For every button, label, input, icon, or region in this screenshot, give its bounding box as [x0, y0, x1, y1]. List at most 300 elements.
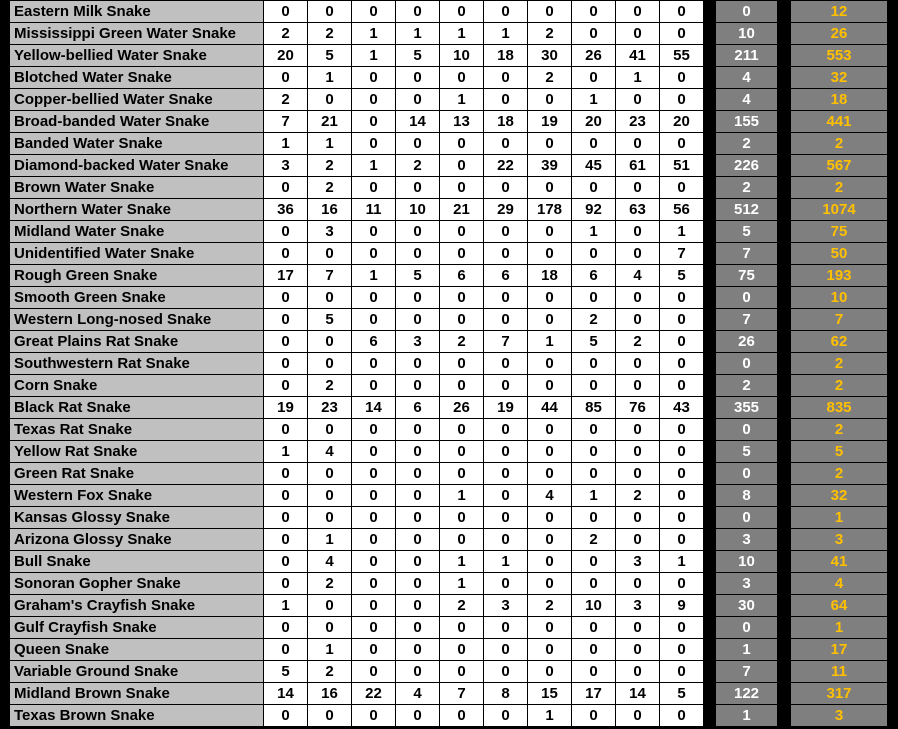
count-cell[interactable]: 26: [572, 45, 615, 66]
count-cell[interactable]: 10: [440, 45, 483, 66]
count-cell[interactable]: 0: [616, 705, 659, 726]
count-cell[interactable]: 0: [308, 287, 351, 308]
row-total-cell[interactable]: 0: [716, 1, 777, 22]
count-cell[interactable]: 0: [352, 1, 395, 22]
count-cell[interactable]: 2: [440, 595, 483, 616]
count-cell[interactable]: 4: [396, 683, 439, 704]
count-cell[interactable]: 0: [616, 441, 659, 462]
count-cell[interactable]: 3: [308, 221, 351, 242]
species-name-cell[interactable]: Copper-bellied Water Snake: [10, 89, 263, 110]
count-cell[interactable]: 0: [264, 221, 307, 242]
count-cell[interactable]: 1: [352, 23, 395, 44]
count-cell[interactable]: 0: [440, 419, 483, 440]
count-cell[interactable]: 0: [440, 617, 483, 638]
count-cell[interactable]: 10: [396, 199, 439, 220]
count-cell[interactable]: 0: [660, 705, 703, 726]
species-name-cell[interactable]: Eastern Milk Snake: [10, 1, 263, 22]
count-cell[interactable]: 0: [660, 375, 703, 396]
count-cell[interactable]: 0: [396, 309, 439, 330]
count-cell[interactable]: 1: [484, 23, 527, 44]
overall-total-cell[interactable]: 2: [791, 463, 887, 484]
count-cell[interactable]: 0: [616, 639, 659, 660]
count-cell[interactable]: 0: [396, 507, 439, 528]
count-cell[interactable]: 0: [264, 243, 307, 264]
count-cell[interactable]: 0: [396, 177, 439, 198]
count-cell[interactable]: 2: [572, 529, 615, 550]
count-cell[interactable]: 2: [308, 661, 351, 682]
count-cell[interactable]: 0: [616, 375, 659, 396]
count-cell[interactable]: 0: [264, 375, 307, 396]
count-cell[interactable]: 0: [616, 23, 659, 44]
row-total-cell[interactable]: 7: [716, 243, 777, 264]
count-cell[interactable]: 0: [528, 617, 571, 638]
count-cell[interactable]: 0: [572, 661, 615, 682]
count-cell[interactable]: 0: [264, 1, 307, 22]
count-cell[interactable]: 0: [616, 287, 659, 308]
count-cell[interactable]: 0: [484, 463, 527, 484]
count-cell[interactable]: 51: [660, 155, 703, 176]
count-cell[interactable]: 0: [440, 177, 483, 198]
count-cell[interactable]: 17: [264, 265, 307, 286]
count-cell[interactable]: 0: [484, 221, 527, 242]
count-cell[interactable]: 14: [264, 683, 307, 704]
count-cell[interactable]: 2: [572, 309, 615, 330]
count-cell[interactable]: 0: [352, 221, 395, 242]
count-cell[interactable]: 0: [264, 573, 307, 594]
row-total-cell[interactable]: 211: [716, 45, 777, 66]
count-cell[interactable]: 45: [572, 155, 615, 176]
count-cell[interactable]: 85: [572, 397, 615, 418]
count-cell[interactable]: 1: [660, 221, 703, 242]
count-cell[interactable]: 16: [308, 683, 351, 704]
count-cell[interactable]: 0: [572, 573, 615, 594]
count-cell[interactable]: 2: [396, 155, 439, 176]
count-cell[interactable]: 0: [572, 287, 615, 308]
overall-total-cell[interactable]: 41: [791, 551, 887, 572]
count-cell[interactable]: 0: [440, 705, 483, 726]
count-cell[interactable]: 0: [264, 551, 307, 572]
count-cell[interactable]: 0: [484, 639, 527, 660]
count-cell[interactable]: 1: [352, 265, 395, 286]
count-cell[interactable]: 0: [572, 353, 615, 374]
count-cell[interactable]: 1: [264, 133, 307, 154]
count-cell[interactable]: 0: [264, 309, 307, 330]
row-total-cell[interactable]: 7: [716, 661, 777, 682]
count-cell[interactable]: 22: [352, 683, 395, 704]
count-cell[interactable]: 0: [572, 617, 615, 638]
count-cell[interactable]: 0: [616, 507, 659, 528]
species-name-cell[interactable]: Texas Brown Snake: [10, 705, 263, 726]
count-cell[interactable]: 1: [440, 551, 483, 572]
count-cell[interactable]: 15: [528, 683, 571, 704]
count-cell[interactable]: 0: [352, 507, 395, 528]
count-cell[interactable]: 18: [484, 45, 527, 66]
count-cell[interactable]: 0: [484, 485, 527, 506]
count-cell[interactable]: 0: [616, 133, 659, 154]
count-cell[interactable]: 41: [616, 45, 659, 66]
count-cell[interactable]: 1: [616, 67, 659, 88]
count-cell[interactable]: 0: [440, 529, 483, 550]
count-cell[interactable]: 0: [308, 331, 351, 352]
count-cell[interactable]: 0: [352, 67, 395, 88]
overall-total-cell[interactable]: 1: [791, 507, 887, 528]
count-cell[interactable]: 5: [660, 265, 703, 286]
count-cell[interactable]: 0: [528, 287, 571, 308]
count-cell[interactable]: 0: [396, 221, 439, 242]
count-cell[interactable]: 0: [616, 419, 659, 440]
count-cell[interactable]: 0: [352, 705, 395, 726]
count-cell[interactable]: 0: [528, 177, 571, 198]
count-cell[interactable]: 0: [484, 441, 527, 462]
species-name-cell[interactable]: Midland Water Snake: [10, 221, 263, 242]
count-cell[interactable]: 5: [308, 45, 351, 66]
species-name-cell[interactable]: Texas Rat Snake: [10, 419, 263, 440]
count-cell[interactable]: 1: [264, 441, 307, 462]
count-cell[interactable]: 2: [264, 89, 307, 110]
count-cell[interactable]: 0: [572, 551, 615, 572]
row-total-cell[interactable]: 512: [716, 199, 777, 220]
count-cell[interactable]: 30: [528, 45, 571, 66]
row-total-cell[interactable]: 155: [716, 111, 777, 132]
count-cell[interactable]: 0: [264, 639, 307, 660]
count-cell[interactable]: 0: [660, 617, 703, 638]
count-cell[interactable]: 0: [616, 89, 659, 110]
species-name-cell[interactable]: Broad-banded Water Snake: [10, 111, 263, 132]
count-cell[interactable]: 0: [572, 639, 615, 660]
count-cell[interactable]: 0: [572, 441, 615, 462]
species-name-cell[interactable]: Yellow-bellied Water Snake: [10, 45, 263, 66]
count-cell[interactable]: 0: [572, 67, 615, 88]
count-cell[interactable]: 0: [352, 485, 395, 506]
count-cell[interactable]: 6: [572, 265, 615, 286]
overall-total-cell[interactable]: 2: [791, 133, 887, 154]
count-cell[interactable]: 16: [308, 199, 351, 220]
row-total-cell[interactable]: 5: [716, 221, 777, 242]
row-total-cell[interactable]: 10: [716, 23, 777, 44]
row-total-cell[interactable]: 0: [716, 353, 777, 374]
count-cell[interactable]: 0: [308, 595, 351, 616]
count-cell[interactable]: 0: [396, 617, 439, 638]
count-cell[interactable]: 44: [528, 397, 571, 418]
row-total-cell[interactable]: 8: [716, 485, 777, 506]
overall-total-cell[interactable]: 32: [791, 485, 887, 506]
count-cell[interactable]: 1: [352, 155, 395, 176]
count-cell[interactable]: 18: [528, 265, 571, 286]
species-name-cell[interactable]: Midland Brown Snake: [10, 683, 263, 704]
count-cell[interactable]: 0: [352, 595, 395, 616]
count-cell[interactable]: 36: [264, 199, 307, 220]
count-cell[interactable]: 0: [396, 419, 439, 440]
count-cell[interactable]: 0: [396, 595, 439, 616]
count-cell[interactable]: 2: [440, 331, 483, 352]
count-cell[interactable]: 0: [528, 353, 571, 374]
row-total-cell[interactable]: 0: [716, 419, 777, 440]
row-total-cell[interactable]: 3: [716, 529, 777, 550]
overall-total-cell[interactable]: 75: [791, 221, 887, 242]
count-cell[interactable]: 10: [572, 595, 615, 616]
count-cell[interactable]: 0: [660, 133, 703, 154]
species-name-cell[interactable]: Sonoran Gopher Snake: [10, 573, 263, 594]
count-cell[interactable]: 0: [396, 375, 439, 396]
count-cell[interactable]: 1: [660, 551, 703, 572]
count-cell[interactable]: 4: [616, 265, 659, 286]
species-name-cell[interactable]: Western Long-nosed Snake: [10, 309, 263, 330]
count-cell[interactable]: 0: [440, 1, 483, 22]
count-cell[interactable]: 3: [616, 551, 659, 572]
row-total-cell[interactable]: 7: [716, 309, 777, 330]
count-cell[interactable]: 0: [616, 1, 659, 22]
count-cell[interactable]: 92: [572, 199, 615, 220]
species-name-cell[interactable]: Queen Snake: [10, 639, 263, 660]
count-cell[interactable]: 6: [352, 331, 395, 352]
count-cell[interactable]: 0: [616, 177, 659, 198]
count-cell[interactable]: 0: [440, 661, 483, 682]
count-cell[interactable]: 0: [528, 89, 571, 110]
count-cell[interactable]: 0: [352, 243, 395, 264]
count-cell[interactable]: 0: [352, 573, 395, 594]
count-cell[interactable]: 7: [308, 265, 351, 286]
count-cell[interactable]: 0: [396, 573, 439, 594]
count-cell[interactable]: 0: [528, 661, 571, 682]
count-cell[interactable]: 0: [484, 67, 527, 88]
row-total-cell[interactable]: 26: [716, 331, 777, 352]
count-cell[interactable]: 9: [660, 595, 703, 616]
count-cell[interactable]: 0: [440, 463, 483, 484]
overall-total-cell[interactable]: 3: [791, 705, 887, 726]
count-cell[interactable]: 20: [264, 45, 307, 66]
count-cell[interactable]: 0: [440, 221, 483, 242]
species-name-cell[interactable]: Brown Water Snake: [10, 177, 263, 198]
overall-total-cell[interactable]: 17: [791, 639, 887, 660]
count-cell[interactable]: 5: [308, 309, 351, 330]
row-total-cell[interactable]: 0: [716, 287, 777, 308]
count-cell[interactable]: 0: [572, 243, 615, 264]
overall-total-cell[interactable]: 2: [791, 353, 887, 374]
count-cell[interactable]: 17: [572, 683, 615, 704]
count-cell[interactable]: 7: [440, 683, 483, 704]
count-cell[interactable]: 1: [264, 595, 307, 616]
count-cell[interactable]: 0: [352, 89, 395, 110]
count-cell[interactable]: 0: [264, 529, 307, 550]
count-cell[interactable]: 56: [660, 199, 703, 220]
count-cell[interactable]: 6: [484, 265, 527, 286]
count-cell[interactable]: 0: [660, 89, 703, 110]
count-cell[interactable]: 0: [572, 507, 615, 528]
count-cell[interactable]: 3: [264, 155, 307, 176]
species-name-cell[interactable]: Mississippi Green Water Snake: [10, 23, 263, 44]
count-cell[interactable]: 0: [660, 573, 703, 594]
count-cell[interactable]: 21: [440, 199, 483, 220]
count-cell[interactable]: 0: [396, 243, 439, 264]
count-cell[interactable]: 3: [396, 331, 439, 352]
count-cell[interactable]: 2: [308, 155, 351, 176]
count-cell[interactable]: 0: [440, 243, 483, 264]
count-cell[interactable]: 0: [308, 617, 351, 638]
count-cell[interactable]: 14: [616, 683, 659, 704]
species-name-cell[interactable]: Green Rat Snake: [10, 463, 263, 484]
count-cell[interactable]: 19: [264, 397, 307, 418]
count-cell[interactable]: 0: [308, 89, 351, 110]
count-cell[interactable]: 0: [308, 485, 351, 506]
count-cell[interactable]: 14: [352, 397, 395, 418]
count-cell[interactable]: 0: [308, 419, 351, 440]
count-cell[interactable]: 0: [264, 463, 307, 484]
count-cell[interactable]: 1: [352, 45, 395, 66]
count-cell[interactable]: 55: [660, 45, 703, 66]
count-cell[interactable]: 0: [660, 353, 703, 374]
count-cell[interactable]: 0: [572, 705, 615, 726]
count-cell[interactable]: 0: [484, 309, 527, 330]
count-cell[interactable]: 26: [440, 397, 483, 418]
count-cell[interactable]: 0: [396, 287, 439, 308]
count-cell[interactable]: 0: [572, 375, 615, 396]
count-cell[interactable]: 0: [352, 375, 395, 396]
count-cell[interactable]: 0: [308, 243, 351, 264]
count-cell[interactable]: 0: [352, 639, 395, 660]
count-cell[interactable]: 0: [352, 463, 395, 484]
count-cell[interactable]: 0: [528, 243, 571, 264]
count-cell[interactable]: 0: [484, 133, 527, 154]
species-name-cell[interactable]: Black Rat Snake: [10, 397, 263, 418]
count-cell[interactable]: 0: [352, 133, 395, 154]
count-cell[interactable]: 1: [528, 331, 571, 352]
count-cell[interactable]: 0: [660, 287, 703, 308]
count-cell[interactable]: 1: [308, 67, 351, 88]
count-cell[interactable]: 5: [396, 265, 439, 286]
count-cell[interactable]: 0: [528, 419, 571, 440]
overall-total-cell[interactable]: 441: [791, 111, 887, 132]
species-name-cell[interactable]: Gulf Crayfish Snake: [10, 617, 263, 638]
count-cell[interactable]: 0: [396, 89, 439, 110]
row-total-cell[interactable]: 5: [716, 441, 777, 462]
count-cell[interactable]: 0: [440, 507, 483, 528]
species-name-cell[interactable]: Rough Green Snake: [10, 265, 263, 286]
count-cell[interactable]: 0: [484, 419, 527, 440]
count-cell[interactable]: 0: [528, 507, 571, 528]
species-name-cell[interactable]: Smooth Green Snake: [10, 287, 263, 308]
count-cell[interactable]: 39: [528, 155, 571, 176]
count-cell[interactable]: 0: [572, 463, 615, 484]
count-cell[interactable]: 0: [572, 23, 615, 44]
row-total-cell[interactable]: 226: [716, 155, 777, 176]
count-cell[interactable]: 0: [484, 617, 527, 638]
count-cell[interactable]: 0: [572, 133, 615, 154]
count-cell[interactable]: 0: [528, 529, 571, 550]
row-total-cell[interactable]: 2: [716, 177, 777, 198]
count-cell[interactable]: 4: [308, 441, 351, 462]
species-name-cell[interactable]: Diamond-backed Water Snake: [10, 155, 263, 176]
count-cell[interactable]: 0: [660, 639, 703, 660]
count-cell[interactable]: 0: [264, 287, 307, 308]
count-cell[interactable]: 0: [616, 353, 659, 374]
overall-total-cell[interactable]: 1: [791, 617, 887, 638]
row-total-cell[interactable]: 2: [716, 375, 777, 396]
count-cell[interactable]: 0: [440, 353, 483, 374]
count-cell[interactable]: 0: [440, 441, 483, 462]
overall-total-cell[interactable]: 1074: [791, 199, 887, 220]
count-cell[interactable]: 0: [308, 1, 351, 22]
count-cell[interactable]: 0: [440, 133, 483, 154]
count-cell[interactable]: 1: [396, 23, 439, 44]
count-cell[interactable]: 0: [440, 639, 483, 660]
count-cell[interactable]: 0: [352, 661, 395, 682]
count-cell[interactable]: 0: [572, 1, 615, 22]
row-total-cell[interactable]: 122: [716, 683, 777, 704]
count-cell[interactable]: 0: [396, 551, 439, 572]
count-cell[interactable]: 0: [660, 1, 703, 22]
species-name-cell[interactable]: Arizona Glossy Snake: [10, 529, 263, 550]
count-cell[interactable]: 1: [308, 133, 351, 154]
count-cell[interactable]: 0: [264, 419, 307, 440]
count-cell[interactable]: 0: [660, 23, 703, 44]
count-cell[interactable]: 0: [352, 287, 395, 308]
count-cell[interactable]: 76: [616, 397, 659, 418]
count-cell[interactable]: 0: [660, 441, 703, 462]
count-cell[interactable]: 0: [264, 177, 307, 198]
count-cell[interactable]: 0: [484, 1, 527, 22]
overall-total-cell[interactable]: 567: [791, 155, 887, 176]
count-cell[interactable]: 0: [616, 243, 659, 264]
overall-total-cell[interactable]: 2: [791, 177, 887, 198]
count-cell[interactable]: 3: [616, 595, 659, 616]
row-total-cell[interactable]: 2: [716, 133, 777, 154]
count-cell[interactable]: 5: [264, 661, 307, 682]
overall-total-cell[interactable]: 317: [791, 683, 887, 704]
count-cell[interactable]: 8: [484, 683, 527, 704]
count-cell[interactable]: 1: [440, 573, 483, 594]
overall-total-cell[interactable]: 18: [791, 89, 887, 110]
count-cell[interactable]: 61: [616, 155, 659, 176]
count-cell[interactable]: 20: [660, 111, 703, 132]
count-cell[interactable]: 7: [484, 331, 527, 352]
count-cell[interactable]: 6: [396, 397, 439, 418]
count-cell[interactable]: 0: [396, 661, 439, 682]
count-cell[interactable]: 0: [528, 463, 571, 484]
count-cell[interactable]: 0: [616, 573, 659, 594]
species-name-cell[interactable]: Northern Water Snake: [10, 199, 263, 220]
overall-total-cell[interactable]: 10: [791, 287, 887, 308]
overall-total-cell[interactable]: 11: [791, 661, 887, 682]
count-cell[interactable]: 0: [484, 705, 527, 726]
count-cell[interactable]: 0: [528, 573, 571, 594]
count-cell[interactable]: 23: [616, 111, 659, 132]
row-total-cell[interactable]: 355: [716, 397, 777, 418]
count-cell[interactable]: 2: [616, 485, 659, 506]
count-cell[interactable]: 19: [528, 111, 571, 132]
overall-total-cell[interactable]: 50: [791, 243, 887, 264]
count-cell[interactable]: 63: [616, 199, 659, 220]
count-cell[interactable]: 0: [484, 89, 527, 110]
count-cell[interactable]: 0: [528, 639, 571, 660]
count-cell[interactable]: 0: [660, 331, 703, 352]
count-cell[interactable]: 0: [264, 331, 307, 352]
count-cell[interactable]: 0: [528, 375, 571, 396]
count-cell[interactable]: 29: [484, 199, 527, 220]
count-cell[interactable]: 0: [484, 573, 527, 594]
count-cell[interactable]: 2: [308, 573, 351, 594]
count-cell[interactable]: 0: [352, 419, 395, 440]
count-cell[interactable]: 0: [396, 441, 439, 462]
count-cell[interactable]: 0: [264, 485, 307, 506]
count-cell[interactable]: 2: [308, 375, 351, 396]
count-cell[interactable]: 0: [572, 177, 615, 198]
count-cell[interactable]: 0: [352, 529, 395, 550]
count-cell[interactable]: 0: [396, 529, 439, 550]
count-cell[interactable]: 0: [308, 353, 351, 374]
count-cell[interactable]: 0: [484, 375, 527, 396]
count-cell[interactable]: 0: [528, 1, 571, 22]
count-cell[interactable]: 0: [440, 155, 483, 176]
